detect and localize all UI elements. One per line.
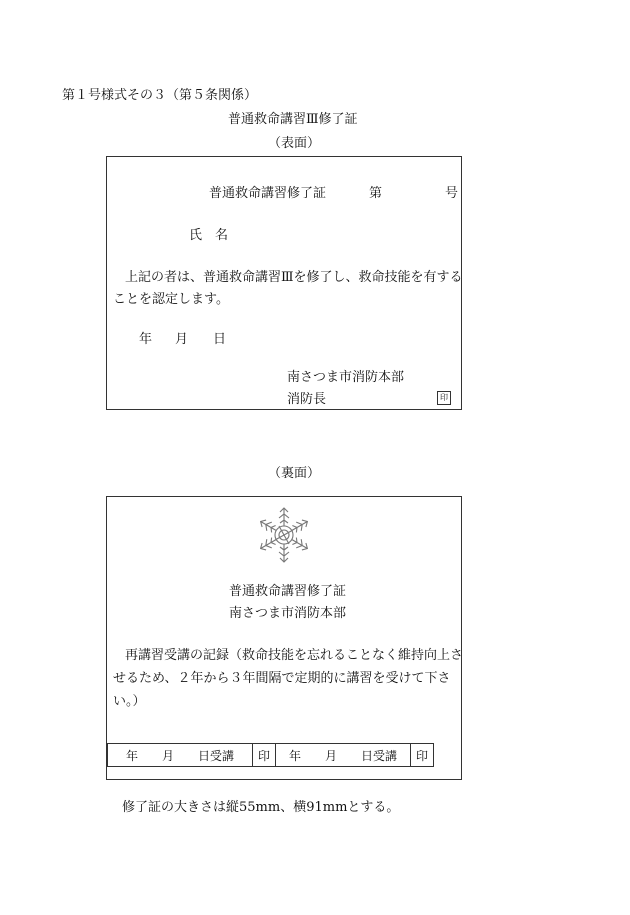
back-cert-title: 普通救命講習修了証 [229,584,347,599]
back-org-name: 南さつま市消防本部 [229,606,347,621]
seal-mark-label: 印 [437,391,451,405]
date-day-label: 日 [213,332,227,347]
fire-department-emblem-icon [253,504,315,566]
back-card [106,496,462,780]
front-body-line1: 上記の者は、普通救命講習Ⅲを修了し、救命技能を有する [125,270,463,285]
back-side-label: （裏面） [268,466,321,481]
re-course-record-table [107,743,434,767]
form-number: 第１号様式その３（第５条関係） [62,88,258,103]
back-note-line2: せるため、２年から３年間隔で定期的に講習を受けて下さ [113,671,451,686]
record-seal-cell-1: 印 [253,744,276,767]
front-body-line2: ことを認定します。 [113,292,229,307]
record-seal-cell-2: 印 [411,744,434,767]
back-note-line3: い。） [113,694,146,709]
record-date-cell-2: 年 月 日受講 [276,744,411,767]
document-title: 普通救命講習Ⅲ修了証 [228,112,358,127]
date-year-label: 年 [139,332,153,347]
name-label: 氏 名 [189,228,229,243]
record-date-cell-1: 年 月 日受講 [108,744,253,767]
front-side-label: （表面） [268,136,321,151]
seal-mark [437,389,451,405]
back-note-line1: 再講習受講の記録（救命技能を忘れることなく維持向上さ [125,648,464,663]
size-note: 修了証の大きさは縦55mm、横91mmとする。 [122,800,400,815]
date-month-label: 月 [175,332,189,347]
chief-title: 消防長 [287,392,327,407]
front-cert-title: 普通救命講習修了証 [209,186,327,201]
record-row [108,744,434,767]
cert-number-suffix: 号 [445,186,459,201]
front-org-name: 南さつま市消防本部 [287,370,405,385]
cert-number-prefix: 第 [369,186,383,201]
front-card [106,156,462,410]
